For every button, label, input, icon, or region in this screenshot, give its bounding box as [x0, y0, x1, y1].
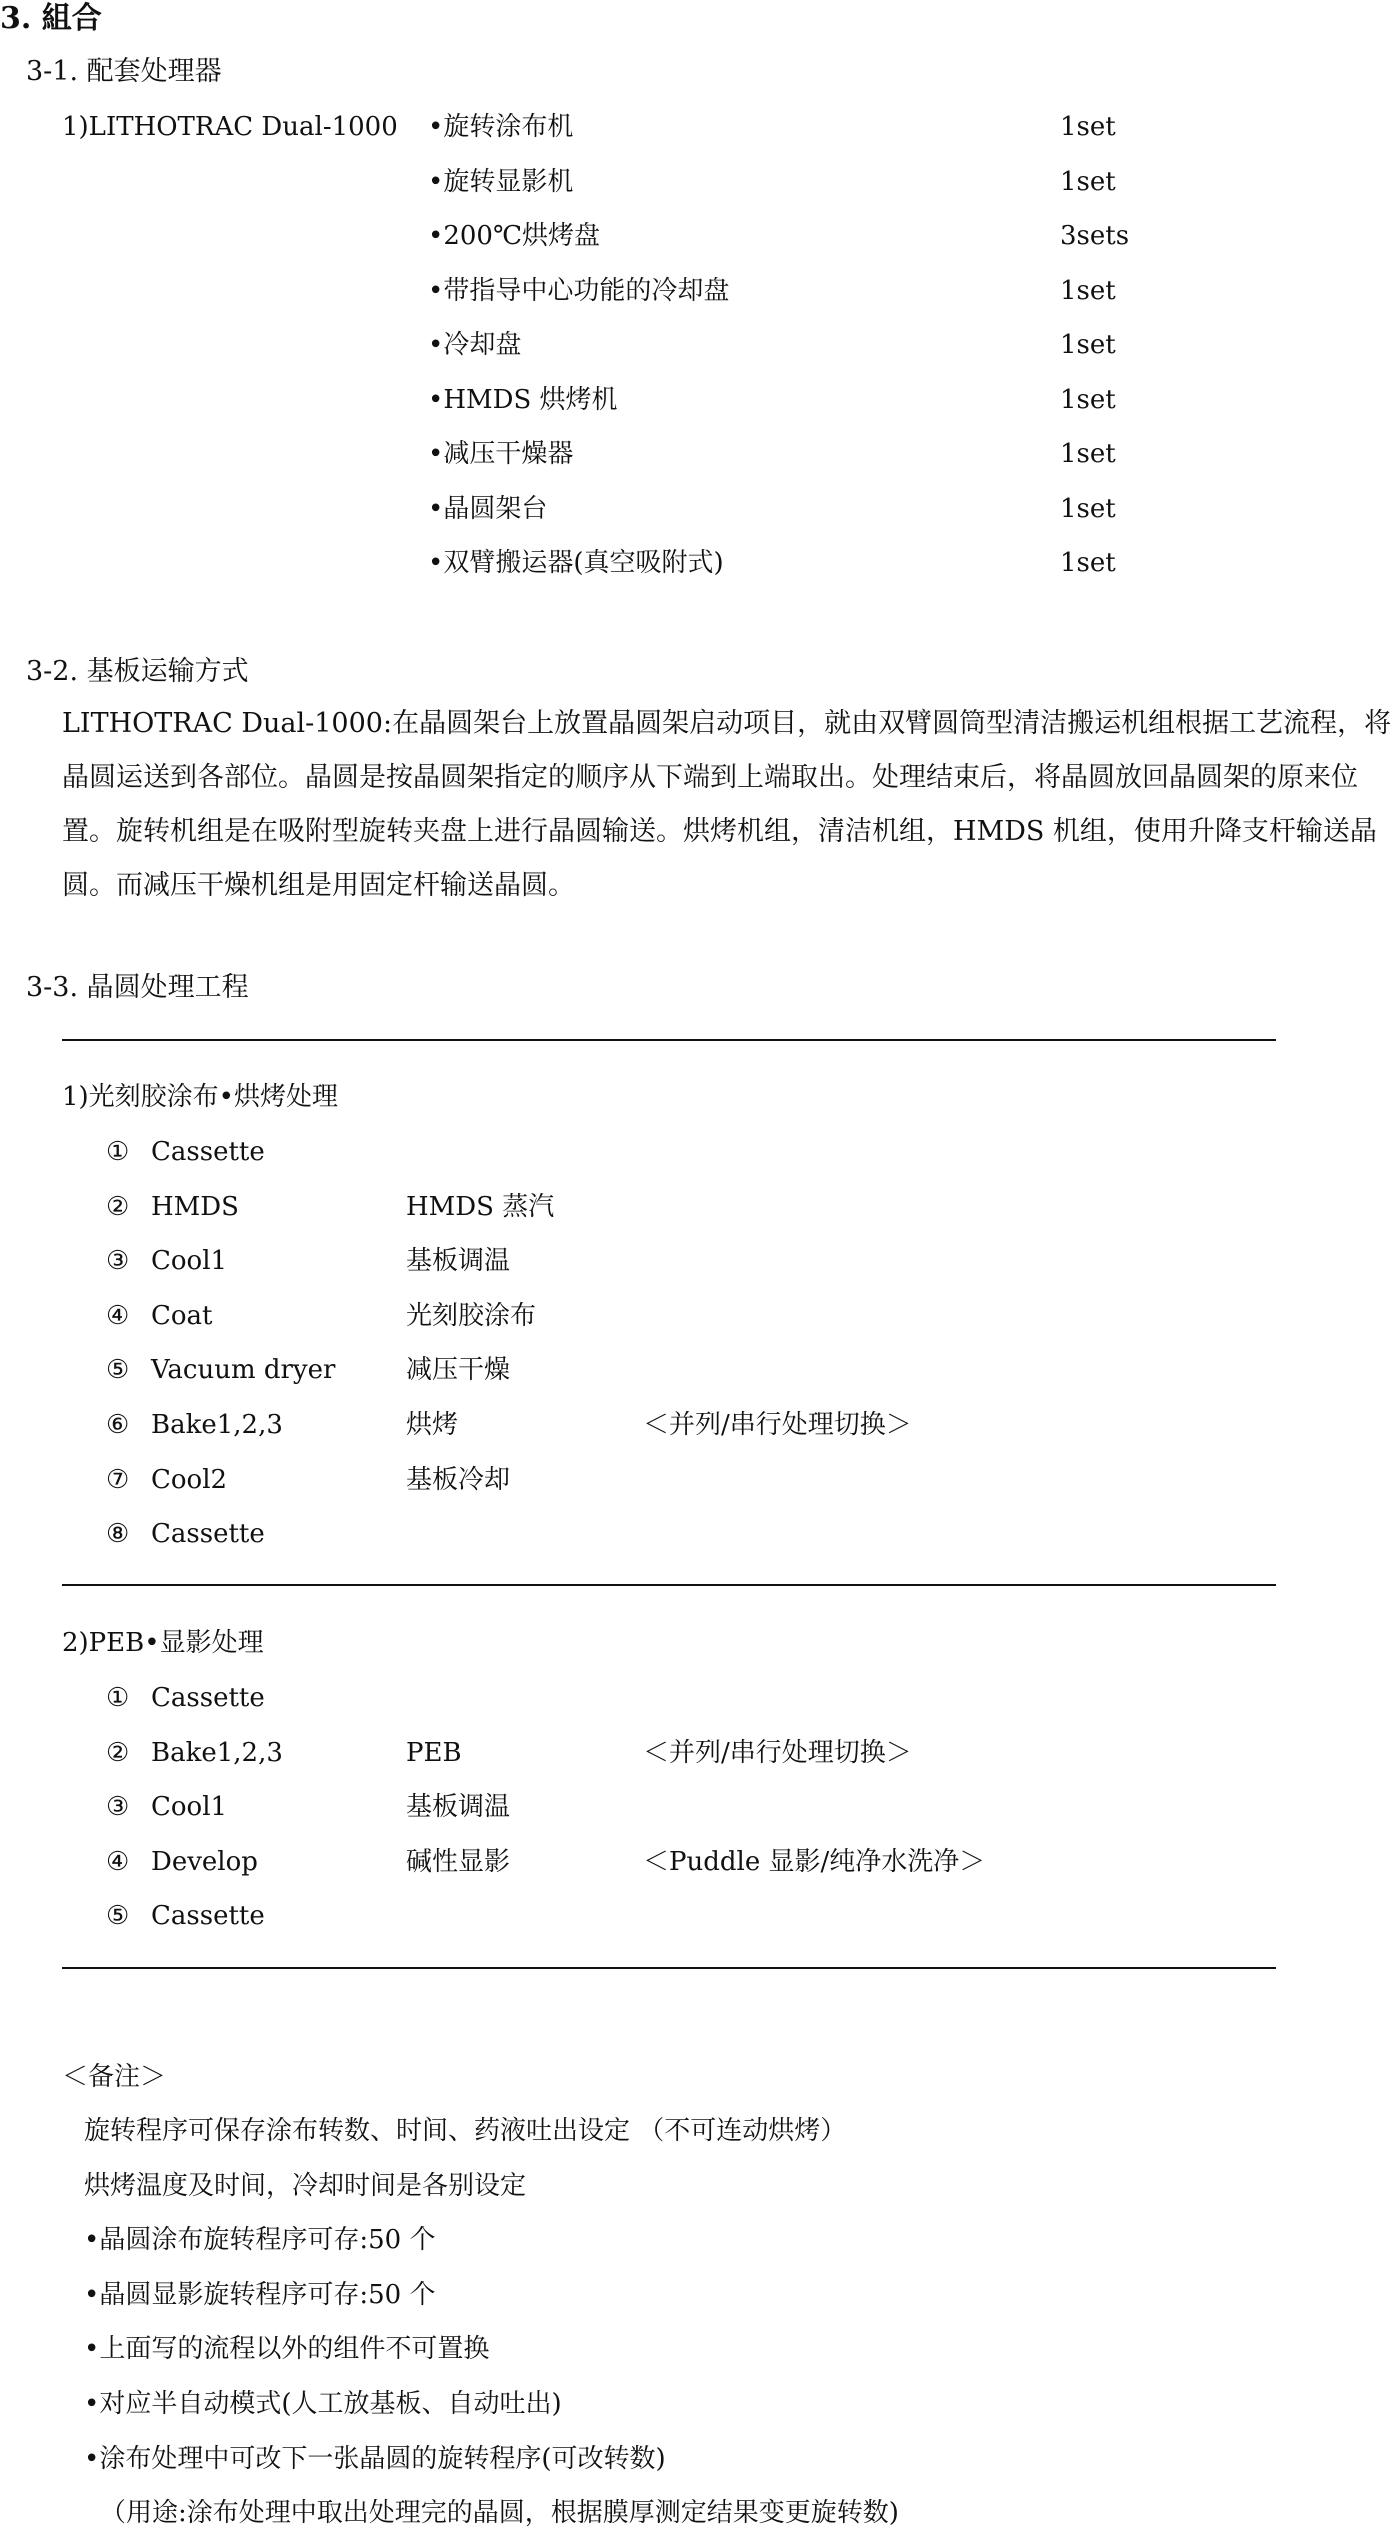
process2-title: 2)PEB•显影处理: [62, 1628, 264, 1658]
step-number: ①: [106, 1137, 130, 1167]
step-description: 减压干燥: [406, 1355, 511, 1386]
equipment-item-qty: 1set: [1060, 439, 1116, 469]
equipment-model: 1)LITHOTRAC Dual-1000: [62, 112, 398, 142]
step-number: ③: [106, 1246, 130, 1277]
remark-line: •对应半自动模式(人工放基板、自动吐出): [84, 2389, 562, 2419]
step-name: Cool1: [151, 1246, 228, 1277]
divider-line: [62, 1967, 1276, 1969]
step-number: ①: [106, 1683, 130, 1713]
step-name: Cassette: [151, 1901, 265, 1932]
step-name: Cassette: [151, 1519, 265, 1550]
step-description: 基板冷却: [406, 1464, 511, 1495]
step-name: Cassette: [151, 1137, 265, 1167]
equipment-item-name: •晶圆架台: [428, 493, 548, 524]
process1-title: 1)光刻胶涂布•烘烤处理: [62, 1082, 339, 1112]
divider-line: [62, 1584, 1276, 1586]
subsection-heading-3-2: 3-2. 基板运输方式: [26, 656, 249, 687]
step-name: Cool2: [151, 1464, 228, 1495]
remark-line: 旋转程序可保存涂布转数、时间、药液吐出设定 （不可连动烘烤）: [84, 2116, 847, 2146]
step-name: Cassette: [151, 1683, 265, 1713]
step-number: ②: [106, 1737, 130, 1768]
step-description: PEB: [406, 1737, 462, 1768]
equipment-item-qty: 1set: [1060, 384, 1116, 415]
step-description: 基板调温: [406, 1246, 511, 1277]
equipment-item-qty: 1set: [1060, 166, 1116, 197]
step-note: ＜Puddle 显影/纯净水洗净＞: [643, 1846, 986, 1877]
step-number: ②: [106, 1191, 130, 1222]
equipment-item-name: •旋转显影机: [428, 166, 574, 197]
equipment-item-name: •冷却盘: [428, 330, 522, 360]
remark-line: •晶圆显影旋转程序可存:50 个: [84, 2279, 436, 2310]
equipment-item-name: •减压干燥器: [428, 439, 574, 469]
step-number: ⑤: [106, 1355, 130, 1386]
step-number: ⑥: [106, 1410, 130, 1440]
step-description: 烘烤: [406, 1410, 459, 1440]
remark-line: （用途:涂布处理中取出处理完的晶圆，根据膜厚测定结果变更旋转数): [100, 2498, 899, 2529]
subsection-heading-3-3: 3-3. 晶圆处理工程: [26, 972, 249, 1003]
remark-line: •涂布处理中可改下一张晶圆的旋转程序(可改转数): [84, 2443, 666, 2474]
step-name: Coat: [151, 1300, 213, 1331]
equipment-item-qty: 1set: [1060, 112, 1116, 142]
equipment-item-name: •双臂搬运器(真空吸附式): [428, 548, 724, 578]
remark-line: 烘烤温度及时间，冷却时间是各别设定: [84, 2170, 527, 2201]
step-number: ⑦: [106, 1464, 130, 1495]
equipment-item-qty: 1set: [1060, 548, 1116, 578]
step-note: ＜并列/串行处理切换＞: [643, 1737, 912, 1768]
step-number: ③: [106, 1792, 130, 1823]
equipment-item-name: •HMDS 烘烤机: [428, 384, 618, 415]
equipment-item-name: •带指导中心功能的冷却盘: [428, 275, 730, 306]
equipment-item-name: •旋转涂布机: [428, 112, 574, 142]
equipment-item-qty: 3sets: [1060, 221, 1130, 251]
step-number: ④: [106, 1846, 130, 1877]
equipment-item-qty: 1set: [1060, 275, 1116, 306]
step-name: Bake1,2,3: [151, 1737, 283, 1768]
remarks-title: ＜备注＞: [62, 2062, 167, 2092]
step-note: ＜并列/串行处理切换＞: [643, 1410, 912, 1440]
step-description: HMDS 蒸汽: [406, 1191, 555, 1222]
step-description: 碱性显影: [406, 1846, 511, 1877]
step-number: ④: [106, 1300, 130, 1331]
step-name: Cool1: [151, 1792, 228, 1823]
remark-line: •上面写的流程以外的组件不可置换: [84, 2334, 490, 2365]
step-name: Develop: [151, 1846, 258, 1877]
subsection-heading-3-1: 3-1. 配套处理器: [26, 56, 222, 87]
equipment-item-name: •200℃烘烤盘: [428, 221, 601, 251]
transport-paragraph: LITHOTRAC Dual-1000:在晶圆架台上放置晶圆架启动项目，就由双臂圆筒型清洁搬运机组根据工艺流程，将晶圆运送到各部位。晶圆是按晶圆架指定的顺序从下端到上端取出。处理结束后，将晶圆放回晶圆架的原来位置。旋转机组是在吸附型旋转夹盘上进行晶圆输送。烘烤机组，清洁机组，HMDS 机组，使用升降支杆输送晶圆。而减压干燥机组是用固定杆输送晶圆。: [62, 708, 1392, 901]
equipment-item-qty: 1set: [1060, 493, 1116, 524]
divider-line: [62, 1039, 1276, 1041]
remark-line: •晶圆涂布旋转程序可存:50 个: [84, 2225, 436, 2256]
section-title: 3. 組合: [0, 1, 102, 36]
step-number: ⑤: [106, 1901, 130, 1932]
step-name: HMDS: [151, 1191, 239, 1222]
step-name: Vacuum dryer: [151, 1355, 336, 1386]
step-description: 光刻胶涂布: [406, 1300, 537, 1331]
step-name: Bake1,2,3: [151, 1410, 283, 1440]
step-number: ⑧: [106, 1519, 130, 1550]
equipment-item-qty: 1set: [1060, 330, 1116, 360]
step-description: 基板调温: [406, 1792, 511, 1823]
